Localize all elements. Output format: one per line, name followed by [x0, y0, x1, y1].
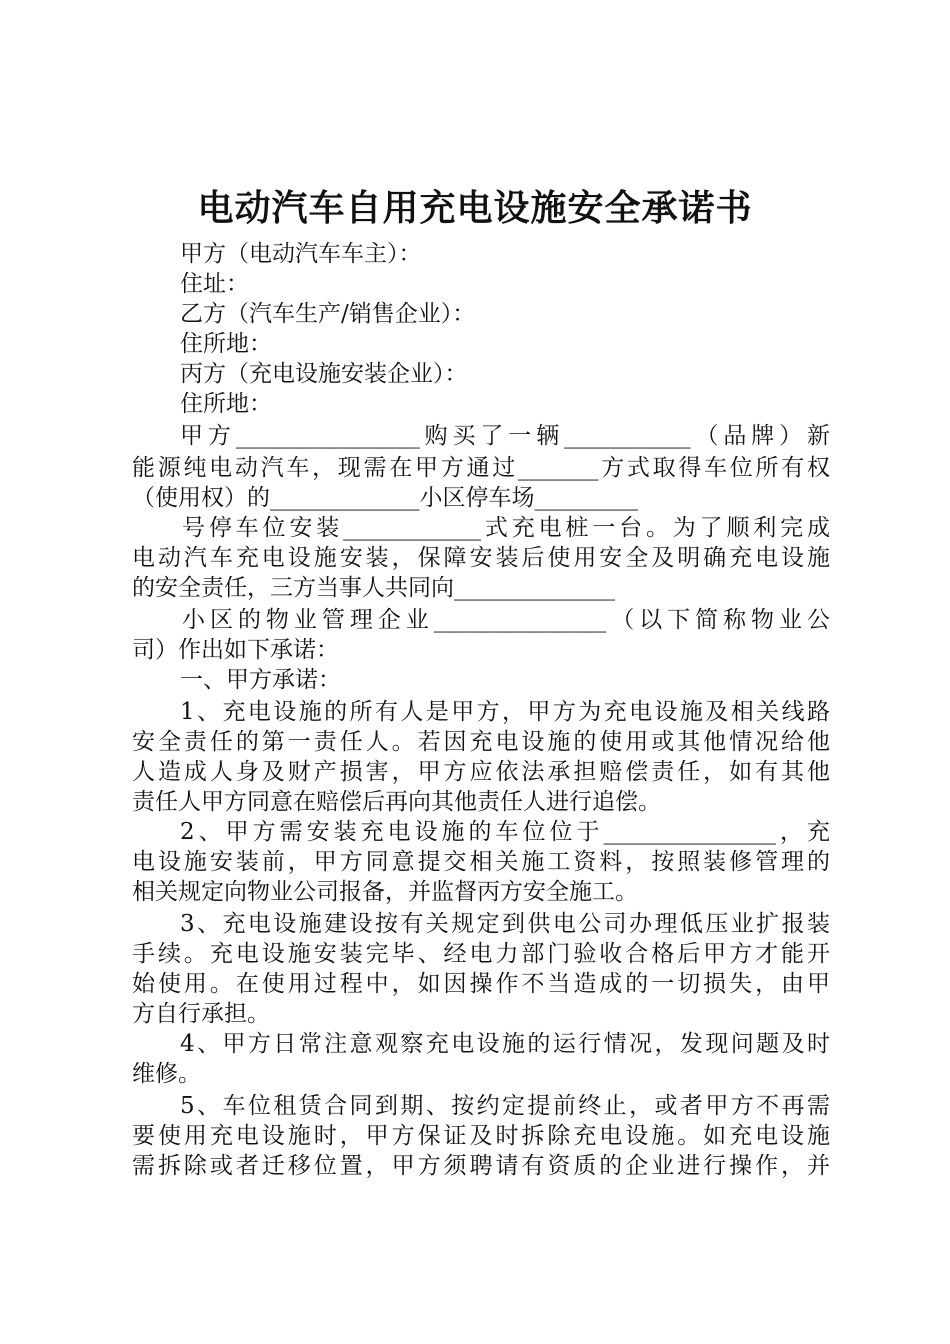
- item5-line-3: 需拆除或者迁移位置，甲方须聘请有资质的企业进行操作，并: [132, 1153, 830, 1179]
- party-b-label: 乙方（汽车生产/销售企业）：: [180, 301, 476, 327]
- item2-line-1: 2、甲方需安装充电设施的车位位于_______________，充: [180, 819, 830, 845]
- party-c-address: 住所地：: [180, 391, 272, 417]
- item1-line-4: 责任人甲方同意在赔偿后再向其他责任人进行追偿。: [132, 789, 661, 815]
- item2-line-2: 电设施安装前，甲方同意提交相关施工资料，按照装修管理的: [132, 849, 830, 875]
- item5-line-2: 要使用充电设施时，甲方保证及时拆除充电设施。如充电设施: [132, 1123, 830, 1149]
- item3-line-4: 方自行承担。: [132, 1001, 270, 1027]
- item4-line-2: 维修。: [132, 1061, 201, 1087]
- party-a-label: 甲方（电动汽车车主）：: [180, 241, 422, 267]
- item5-line-1: 5、车位租赁合同到期、按约定提前终止，或者甲方不再需: [180, 1093, 830, 1119]
- item3-line-2: 手续。充电设施安装完毕、经电力部门验收合格后甲方才能开: [132, 941, 830, 967]
- item3-line-3: 始使用。在使用过程中，如因操作不当造成的一切损失，由甲: [132, 971, 830, 997]
- section-heading-party-a: 一、甲方承诺：: [180, 667, 341, 693]
- intro-line-1: 甲方________________购买了一辆___________（品牌）新: [180, 423, 830, 449]
- intro-line-3: （使用权）的_____________小区停车场_________: [132, 485, 638, 511]
- intro-line-6: 的安全责任，三方当事人共同向______________: [132, 575, 615, 601]
- item1-line-2: 安全责任的第一责任人。若因充电设施的使用或其他情况给他: [132, 729, 830, 755]
- party-a-address: 住址：: [180, 271, 249, 297]
- item3-line-1: 3、充电设施建设按有关规定到供电公司办理低压业扩报装: [180, 911, 830, 937]
- item4-line-1: 4、甲方日常注意观察充电设施的运行情况，发现问题及时: [180, 1031, 830, 1057]
- intro-line-2: 能源纯电动汽车，现需在甲方通过_______方式取得车位所有权: [132, 455, 830, 481]
- document-title: 电动汽车自用充电设施安全承诺书: [197, 188, 753, 229]
- item2-line-3: 相关规定向物业公司报备，并监督丙方安全施工。: [132, 879, 638, 905]
- intro-line-7: 小区的物业管理企业_______________（以下简称物业公: [182, 607, 830, 633]
- intro-line-4: 号停车位安装____________式充电桩一台。为了顺利完成: [182, 515, 830, 541]
- party-c-label: 丙方（充电设施安装企业）：: [180, 361, 468, 387]
- item1-line-3: 人造成人身及财产损害，甲方应依法承担赔偿责任，如有其他: [132, 759, 830, 785]
- item1-line-1: 1、充电设施的所有人是甲方，甲方为充电设施及相关线路: [180, 699, 830, 725]
- intro-line-8: 司）作出如下承诺：: [132, 637, 339, 663]
- intro-line-5: 电动汽车充电设施安装，保障安装后使用安全及明确充电设施: [132, 545, 830, 571]
- party-b-address: 住所地：: [180, 331, 272, 357]
